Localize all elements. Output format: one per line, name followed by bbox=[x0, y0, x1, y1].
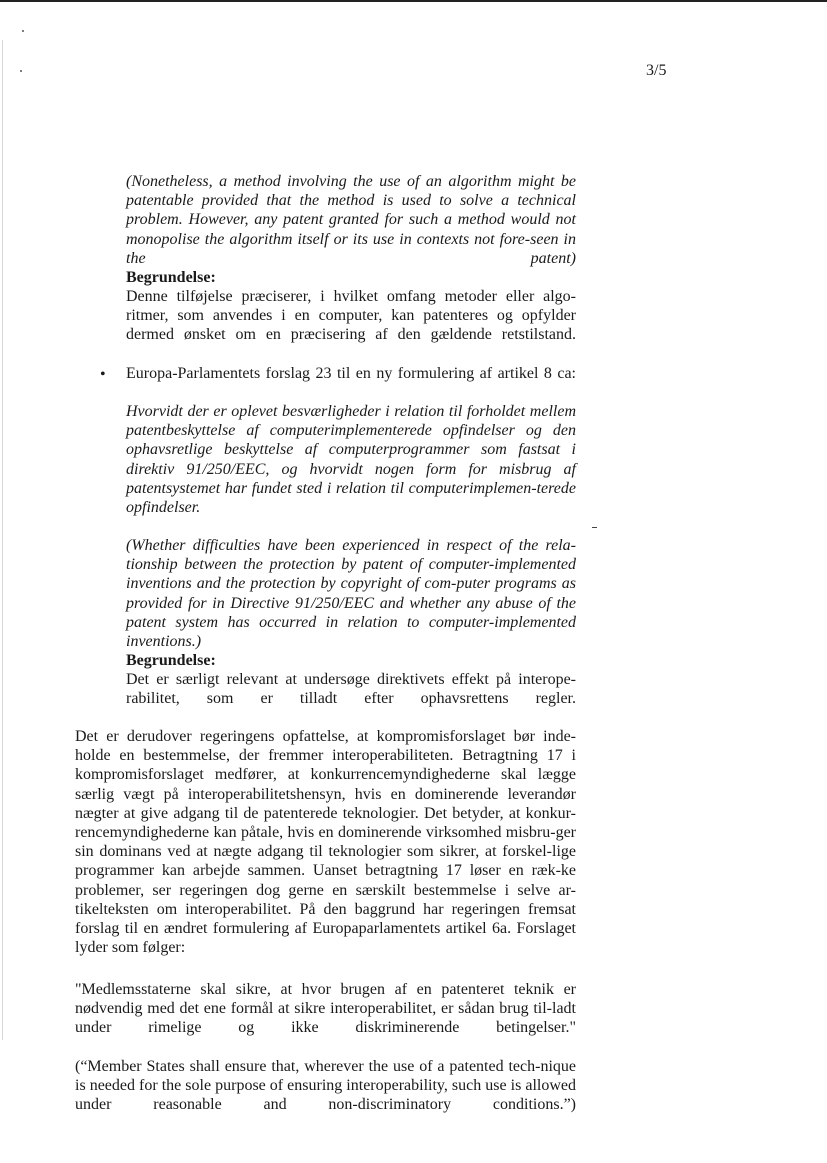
scan-left-edge bbox=[2, 40, 3, 1040]
quote1-justification: Denne tilføjelse præciserer, i hvilket omfang metoder eller algo-ritmer, som anvendes i en computer, kan patenteres og opfylder dermed ønsket om en præcisering af den gældende retstilstand. bbox=[126, 288, 576, 344]
bullet-intro: Europa-Parlamentets forslag 23 til en ny formulering af artikel 8 ca: bbox=[126, 365, 576, 382]
quote1-english-text: (Nonetheless, a method involving the use of an algorithm might be patentable provided that the method is used to solve a technical problem. However, any patent granted for such a method would not monopolise the algorithm itself or its use in contexts not fore-seen in the patent) bbox=[126, 173, 576, 267]
proposal-quote: "Medlemsstaterne skal sikre, at hvor brugen af en patenteret teknik er nødvendig med det ene formål at sikre interoperabilitet, er sådan brug til-ladt under rimelige og ikke diskriminerende betingelser." bbox=[75, 981, 576, 1037]
page-number: 3/5 bbox=[646, 62, 667, 79]
english-quote: (“Member States shall ensure that, wherever the use of a patented tech-nique is needed for the sole purpose of ensuring interoperability, such use is allowed under reasonable and non-discriminatory conditions.”) bbox=[75, 1058, 576, 1114]
scan-speck bbox=[22, 30, 24, 32]
scan-mark bbox=[592, 527, 597, 528]
bullet-marker: • bbox=[100, 366, 106, 383]
bullet-english-text: (Whether difficulties have been experienced in respect of the rela-tionship between the protection by patent of computer-implemented inventions and the protection by copyright of com-puter programs as provided for in Directive 91/250/EEC and whether any abuse of the patent system has occurred in relation to computer-implemented inventions.) bbox=[126, 537, 576, 651]
scan-speck bbox=[20, 70, 22, 72]
main-paragraph: Det er derudover regeringens opfattelse, at kompromisforslaget bør inde-holde en bestemmelse, der fremmer interoperabiliteten. Betragtning 17 i kompromisforslaget medfører, at konkurrencemyndighederne skal lægge særlig vægt på interoperabilitetshensyn, hvis en dominerende leverandør nægter at give adgang til de patenterede teknologier. Det betyder, at konkur-rencemyndighederne kan påtale, hvis en dominerende virksomhed misbru-ger sin dominans ved at nægte adgang til teknologier som sikrer, at forskel-lige programmer kan arbejde sammen. Uanset betragtning 17 løser en ræk-ke problemer, ser regeringen dog gerne en særskilt bestemmelse i selve ar-tikelteksten om interoperabilitet. På den baggrund har regeringen fremsat forslag til en ændret formulering af Europaparlamentets artikel 6a. Forslaget lyder som følger: bbox=[75, 728, 576, 957]
bullet-heading: Begrundelse: bbox=[126, 652, 216, 669]
quote1-heading: Begrundelse: bbox=[126, 269, 216, 286]
scan-top-border bbox=[0, 0, 827, 2]
bullet-danish-text: Hvorvidt der er oplevet besværligheder i relation til forholdet mellem patentbeskyttelse af computerimplementerede opfindelser og den ophavsretlige beskyttelse af computerprogrammer som fastsat i direktiv 91/250/EEC, og hvorvidt nogen form for misbrug af patentsystemet har fundet sted i relation til computerimplemen-terede opfindelser. bbox=[126, 403, 576, 517]
bullet-justification: Det er særligt relevant at undersøge direktivets effekt på interope-rabilitet, som er tilladt efter ophavsrettens regler. bbox=[126, 671, 576, 708]
